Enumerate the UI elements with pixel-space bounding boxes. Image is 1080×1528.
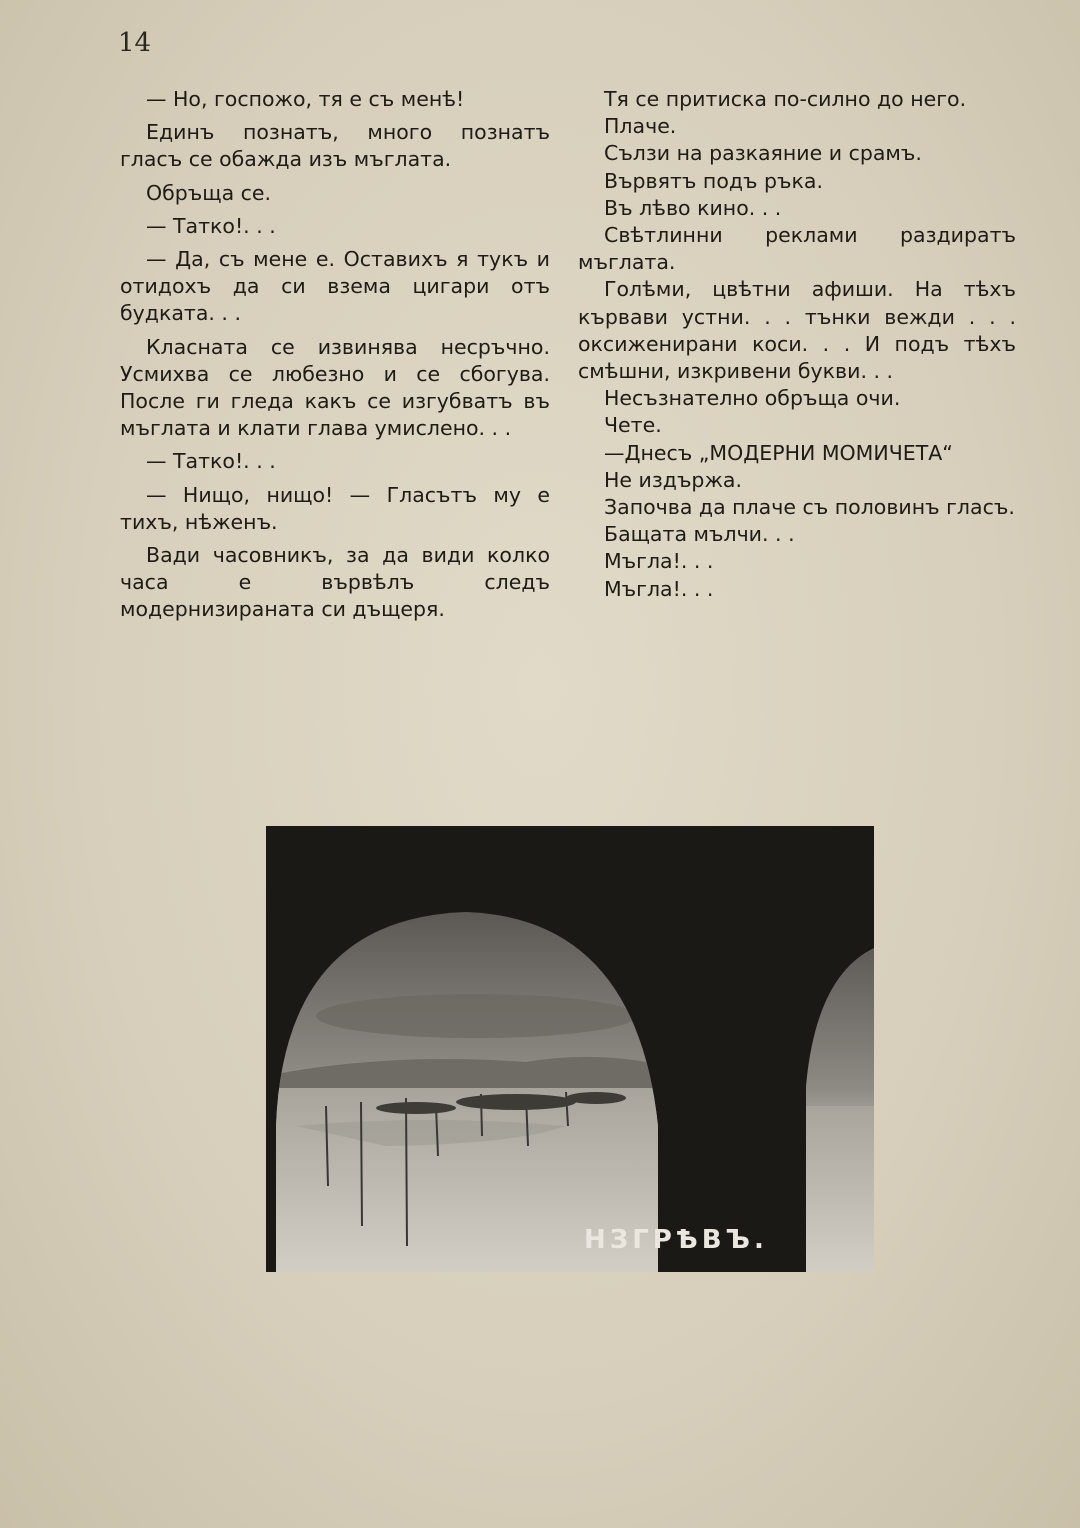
paragraph: Единъ познатъ, много познатъ гласъ се обажда изъ мъглата. (120, 120, 550, 172)
paragraph: — Нищо, нищо! — Гласътъ му е тихъ, нѣженъ. (120, 482, 550, 534)
paragraph: Обръща се. (146, 180, 272, 205)
paragraph: Свѣтлинни реклами раздиратъ мъглата. (578, 223, 1016, 275)
left-column (120, 86, 550, 624)
paragraph: Плаче. (604, 114, 677, 139)
paragraph: Тя се притиска по-силно до него. (604, 87, 967, 111)
paragraph: Вади часовникъ, за да види колко часа е вървѣлъ следъ модернизираната си дъщеря. (120, 543, 550, 622)
paragraph: — Да, съ мене е. Оставихъ я тукъ и отидохъ да си взема цигари отъ будката. . . (120, 247, 550, 326)
paragraph: — Татко!. . . (146, 213, 276, 238)
paragraph: Чете. (604, 413, 662, 438)
page-number: 14 (118, 28, 152, 58)
paragraph: Мъгла!. . . (604, 549, 714, 574)
signature-text: НЗГРѢВЪ. (584, 1225, 768, 1255)
paragraph: Сълзи на разкаяние и срамъ. (604, 141, 922, 166)
arch-landscape-photo (266, 826, 874, 1272)
right-column (578, 86, 1016, 603)
paragraph: Бащата мълчи. . . (604, 522, 795, 547)
paragraph: Вървятъ подъ ръка. (604, 168, 823, 193)
paragraph: Несъзнателно обръща очи. (604, 386, 901, 411)
paragraph: — Татко!. . . (146, 449, 276, 474)
artist-signature (584, 1225, 768, 1255)
photo-illustration (266, 826, 874, 1272)
paragraph: Въ лѣво кино. . . (604, 195, 782, 220)
paragraph: Голѣми, цвѣтни афиши. На тѣхъ кървави устни. . . тънки вежди . . . оксиженирани коси. . . И подъ тѣхъ смѣшни, изкривени букви. . . (578, 277, 1016, 384)
paragraph: — Но, госпожо, тя е съ менѣ! (146, 87, 465, 111)
paragraph: Започва да плаче съ половинъ гласъ. (604, 495, 1015, 520)
paragraph: Класната се извинява несръчно. Усмихва се любезно и се сбогува. После ги гледа какъ се изгубватъ въ мъглата и клати глава умислено. . . (120, 334, 550, 441)
paragraph: Мъгла!. . . (604, 576, 714, 601)
paragraph: —Днесъ „МОДЕРНИ МОМИЧЕТА“ (604, 440, 953, 465)
paragraph: Не издържа. (604, 467, 742, 492)
